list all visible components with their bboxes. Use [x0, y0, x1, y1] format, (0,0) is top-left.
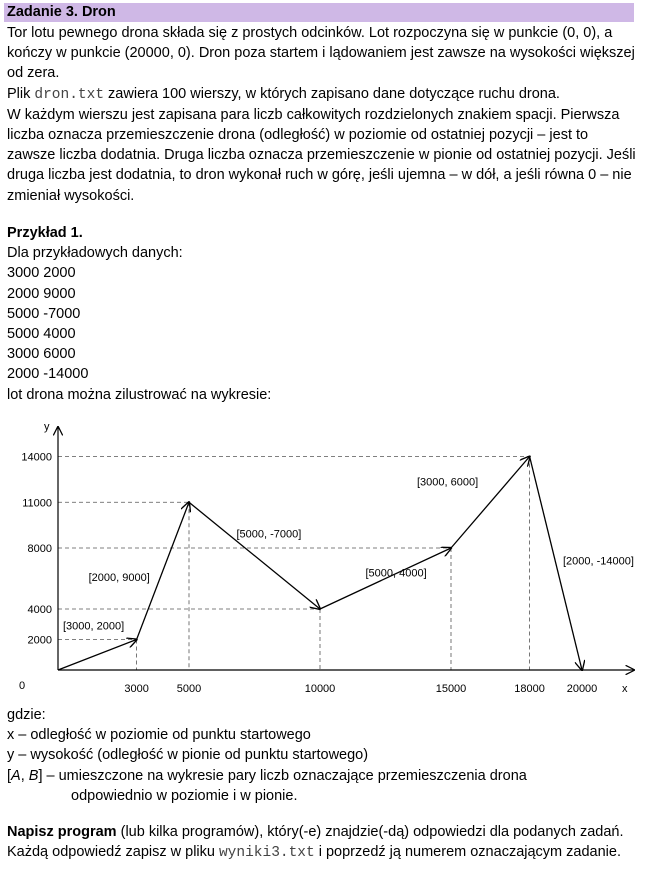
x-tick-label: 10000: [304, 683, 336, 695]
task-bold: Napisz program: [7, 824, 117, 840]
data-file-name: dron.txt: [34, 86, 105, 103]
x-axis-label: x: [622, 683, 628, 695]
segment-label: [3000, 6000]: [417, 476, 479, 489]
example-row: 5000 4000: [7, 326, 76, 343]
example-heading: Przykład 1.: [7, 225, 83, 241]
intro-paragraph-1: Tor lotu pewnego drona składa się z prostych odcinków. Lot rozpoczyna się w punkcie (0, 0), a kończy w punkcie (20000, 0). Dron poza startem i lądowaniem jest zawsze na wysokości większej od zera.: [7, 25, 635, 82]
intro-paragraph-3: W każdym wierszu jest zapisana para liczb całkowitych rozdzielonych znakiem spacji. Pierwsza liczba oznacza przemieszczenie drona (odległość) w poziomie od ostatniej pozycji – jest to zawsze liczba dodatnia. Druga liczba oznacza przemieszczenie w pionie od ostatniej pozycji. Jeśli druga liczba jest dodatnia, to dron wykonał ruch w górę, jeśli ujemna – w dół, a jeśli równa 0 – nie zmieniał wysokości.: [7, 106, 636, 204]
y-tick-label: 8000: [27, 543, 52, 555]
segment-label: [5000, -7000]: [236, 528, 302, 541]
results-file-name: wyniki3.txt: [218, 845, 315, 862]
y-tick-label: 4000: [27, 604, 52, 616]
intro-p2-before: Plik: [7, 85, 35, 102]
segment-label: [2000, -14000]: [563, 555, 634, 568]
segment-label: [3000, 2000]: [63, 620, 125, 633]
intro-paragraph-2: [7, 84, 637, 105]
example-row: 2000 9000: [7, 285, 76, 302]
y-tick-label: 14000: [21, 451, 52, 464]
x-tick-label: 5000: [176, 683, 202, 695]
intro-p2-after: zawiera 100 wierszy, w których zapisano dane dotyczące ruchu drona.: [104, 85, 560, 102]
x-tick-label: 20000: [566, 683, 598, 695]
example-row: 2000 -14000: [7, 366, 89, 383]
example-section: [7, 223, 637, 405]
legend-section: [7, 705, 637, 806]
task-text-1: (lub kilka programów), który(-e) znajdzie(-dą) odpowiedzi dla podanych zadań. Każdą odpowiedź zapisz w pliku: [7, 824, 624, 861]
y-tick-label: 11000: [22, 497, 52, 510]
flight-path-chart: [0, 415, 649, 705]
task-title-bar: [4, 3, 634, 22]
example-lead: Dla przykładowych danych:: [7, 245, 183, 262]
example-after: lot drona można zilustrować na wykresie:: [7, 386, 272, 403]
task-instructions: [7, 822, 637, 863]
legend-x-description: x – odległość w poziomie od punktu startowego: [7, 727, 311, 744]
legend-ab-description: [A, B] – umieszczone na wykresie pary liczb oznaczające przemieszczenia drona: [7, 767, 527, 784]
x-tick-label: 15000: [435, 683, 467, 695]
example-row: 5000 -7000: [7, 305, 81, 322]
legend-y-description: y – wysokość (odległość w pionie od punktu startowego): [7, 747, 369, 764]
flight-segment: [189, 502, 320, 609]
origin-label: 0: [19, 680, 26, 692]
example-row: 3000 2000: [7, 265, 76, 282]
legend-heading: gdzie:: [7, 707, 46, 723]
task-title: Zadanie 3. Dron: [7, 4, 116, 20]
flight-segment: [58, 640, 137, 671]
intro-section: [7, 23, 637, 206]
y-tick-label: 2000: [27, 634, 52, 647]
example-row: 3000 6000: [7, 346, 76, 363]
segment-label: [2000, 9000]: [88, 571, 150, 584]
y-axis-label: y: [44, 421, 50, 433]
flight-segment: [451, 457, 530, 549]
flight-segment: [137, 502, 189, 639]
legend-ab-continuation: odpowiednio w poziomie i w pionie.: [71, 787, 298, 804]
task-text-2: i poprzedź ją numerem oznaczającym zadanie.: [314, 844, 621, 861]
x-tick-label: 3000: [124, 683, 149, 695]
x-tick-label: 18000: [514, 683, 545, 695]
segment-label: [5000, 4000]: [365, 567, 427, 580]
